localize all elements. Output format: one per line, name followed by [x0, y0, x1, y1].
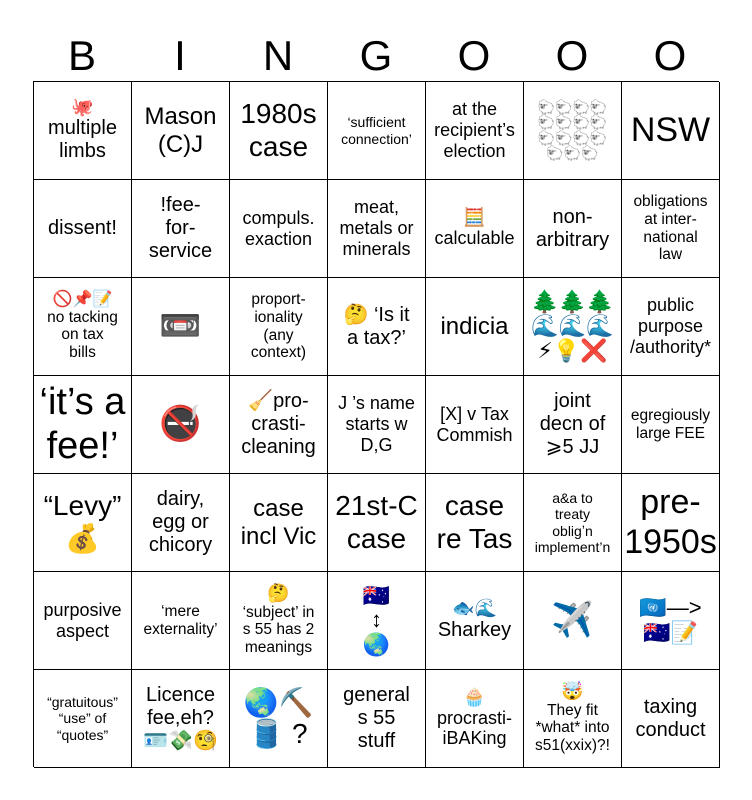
cell-text: 1980s case — [240, 98, 317, 162]
header-letter: O — [457, 32, 491, 79]
bingo-cell[interactable] — [426, 180, 524, 278]
bingo-cell[interactable] — [426, 82, 524, 180]
abacus-icon: 🧮 — [463, 207, 486, 228]
cell-text: compuls. exaction — [242, 207, 315, 249]
cell-text: “gratuitous” “use” of “quotes” — [47, 694, 118, 743]
cell-text: [X] v Tax Commish — [436, 403, 513, 445]
bingo-cell[interactable] — [622, 376, 720, 474]
no-pin-memo-icon: 🚫📌📝 — [52, 290, 113, 308]
cell-text: “Levy” 💰 — [43, 490, 122, 554]
cell-text: indicia — [440, 312, 509, 340]
header-letter: B — [67, 32, 96, 79]
australia-globe-icon: 🇦🇺 ↕ 🌏 — [362, 583, 391, 657]
bingo-cell[interactable] — [622, 278, 720, 376]
cell-text: ‘sufficient connection’ — [341, 114, 412, 147]
cell-text: joint decn of ⩾5 JJ — [539, 390, 606, 458]
cell-text: proport- ionality (any context) — [250, 290, 307, 362]
bingo-cell[interactable] — [132, 82, 230, 180]
cell-text: ‘it’s a fee!’ — [39, 380, 126, 467]
header-letter: N — [262, 32, 294, 79]
cell-text: taxing conduct — [635, 695, 706, 741]
bingo-cell[interactable] — [328, 670, 426, 768]
bingo-cell[interactable] — [230, 376, 328, 474]
cell-text: NSW — [630, 110, 711, 149]
cell-text: pre- 1950s — [624, 483, 717, 561]
cell-text: obligations at inter- national law — [633, 192, 708, 264]
bingo-cell[interactable] — [524, 376, 622, 474]
bingo-cell[interactable] — [230, 82, 328, 180]
cell-text: ‘subject’ in s 55 has 2 meanings — [242, 603, 315, 657]
exploding-head-icon: 🤯 — [561, 680, 584, 701]
un-to-australia-icon: 🇺🇳—> 🇦🇺📝 — [639, 595, 702, 645]
cell-text: case re Tas — [436, 490, 513, 554]
bingo-grid — [33, 81, 719, 767]
cell-text: ‘mere externality’ — [143, 602, 218, 638]
globe-pick-oil-icon: 🌏⛏️ 🛢️ ? — [243, 686, 314, 749]
bingo-header — [33, 30, 719, 82]
bingo-cell[interactable] — [132, 180, 230, 278]
bingo-cell[interactable] — [328, 474, 426, 572]
bingo-cell[interactable] — [328, 278, 426, 376]
header-letter: I — [174, 32, 186, 79]
header-letter: O — [555, 32, 589, 79]
bingo-cell[interactable] — [230, 180, 328, 278]
cell-text: !fee- for- service — [148, 194, 213, 262]
bingo-cell[interactable] — [328, 572, 426, 670]
bingo-cell[interactable] — [328, 376, 426, 474]
bingo-cell[interactable] — [426, 670, 524, 768]
trees-waves-power-icon: 🌲🌲🌲 🌊🌊🌊 ⚡💡❌ — [531, 289, 614, 363]
bingo-cell[interactable] — [524, 670, 622, 768]
cell-text: 21st-C case — [335, 490, 418, 554]
cell-text: case incl Vic — [240, 494, 317, 550]
bingo-cell[interactable] — [426, 474, 524, 572]
bingo-cell[interactable] — [34, 474, 132, 572]
bingo-cell[interactable] — [34, 670, 132, 768]
bingo-cell[interactable] — [34, 82, 132, 180]
bingo-cell[interactable] — [34, 376, 132, 474]
cupcake-icon: 🧁 — [463, 686, 486, 707]
bingo-cell[interactable] — [622, 572, 720, 670]
bingo-cell[interactable] — [524, 180, 622, 278]
header-letter: O — [653, 32, 687, 79]
bingo-cell[interactable] — [34, 180, 132, 278]
header-letter: G — [359, 32, 393, 79]
cell-text: dissent! — [48, 217, 117, 239]
bingo-cell[interactable] — [34, 278, 132, 376]
bingo-cell[interactable] — [132, 670, 230, 768]
cell-text: dairy, egg or chicory — [148, 488, 213, 556]
bingo-cell[interactable] — [524, 572, 622, 670]
thinking-face-icon: 🤔 — [267, 582, 290, 603]
bingo-cell[interactable] — [132, 278, 230, 376]
cell-text: egregiously large FEE — [630, 406, 711, 442]
fish-wave-icon: 🐟🌊 — [452, 598, 497, 619]
octopus-icon: 🐙 — [71, 96, 94, 117]
bingo-cell[interactable] — [426, 376, 524, 474]
cell-text: purposive aspect — [43, 599, 122, 641]
cell-text: procrasti- iBAKing — [436, 707, 512, 749]
bingo-cell[interactable] — [132, 376, 230, 474]
cell-text: calculable — [434, 228, 515, 249]
cell-text: non- arbitrary — [535, 205, 610, 251]
airplane-icon: ✈️ — [551, 600, 594, 639]
cell-text: at the recipient’s election — [434, 99, 515, 161]
bingo-cell[interactable] — [230, 474, 328, 572]
cell-text: multiple limbs — [48, 117, 117, 163]
cell-text: Sharkey — [437, 618, 512, 641]
cell-text: 🤔 ‘Is it a tax?’ — [343, 303, 410, 349]
cell-text: general s 55 stuff — [343, 684, 410, 752]
bingo-cell[interactable] — [230, 670, 328, 768]
cell-text: a&a to treaty obligʼn implement’n — [534, 490, 611, 555]
bingo-cell[interactable] — [34, 572, 132, 670]
bingo-cell[interactable] — [524, 474, 622, 572]
bingo-cell[interactable] — [622, 180, 720, 278]
cell-text: J ’s name starts w D,G — [338, 393, 415, 455]
bingo-cell[interactable] — [132, 572, 230, 670]
bingo-cell[interactable] — [622, 474, 720, 572]
bingo-cell[interactable] — [426, 278, 524, 376]
sheep-icon: 🐑🐑🐑🐑 🐑🐑🐑🐑 🐑🐑🐑🐑 🐑🐑🐑 — [537, 98, 608, 161]
cell-text: Mason (C)J — [144, 102, 217, 158]
cell-text: 🧹pro- crasti- cleaning — [241, 390, 316, 458]
videocassette-icon: 📼 — [159, 306, 202, 345]
cell-text: no tacking on tax bills — [47, 308, 118, 362]
bingo-cell[interactable] — [328, 180, 426, 278]
cell-text: They fit *what* into s51(xxix)?! — [535, 701, 610, 755]
no-smoking-icon: 🚭 — [159, 404, 202, 443]
cell-text: meat, metals or minerals — [339, 197, 414, 259]
bingo-cell[interactable] — [524, 278, 622, 376]
cell-text: public purpose /authority* — [629, 295, 712, 357]
bingo-cell[interactable] — [230, 278, 328, 376]
cell-text: Licence fee,eh? 🪪💸🧐 — [143, 684, 218, 752]
bingo-cell[interactable] — [132, 474, 230, 572]
bingo-cell[interactable] — [328, 82, 426, 180]
bingo-cell[interactable] — [622, 670, 720, 768]
bingo-cell[interactable] — [230, 572, 328, 670]
bingo-cell[interactable] — [426, 572, 524, 670]
bingo-cell[interactable] — [524, 82, 622, 180]
bingo-cell[interactable] — [622, 82, 720, 180]
